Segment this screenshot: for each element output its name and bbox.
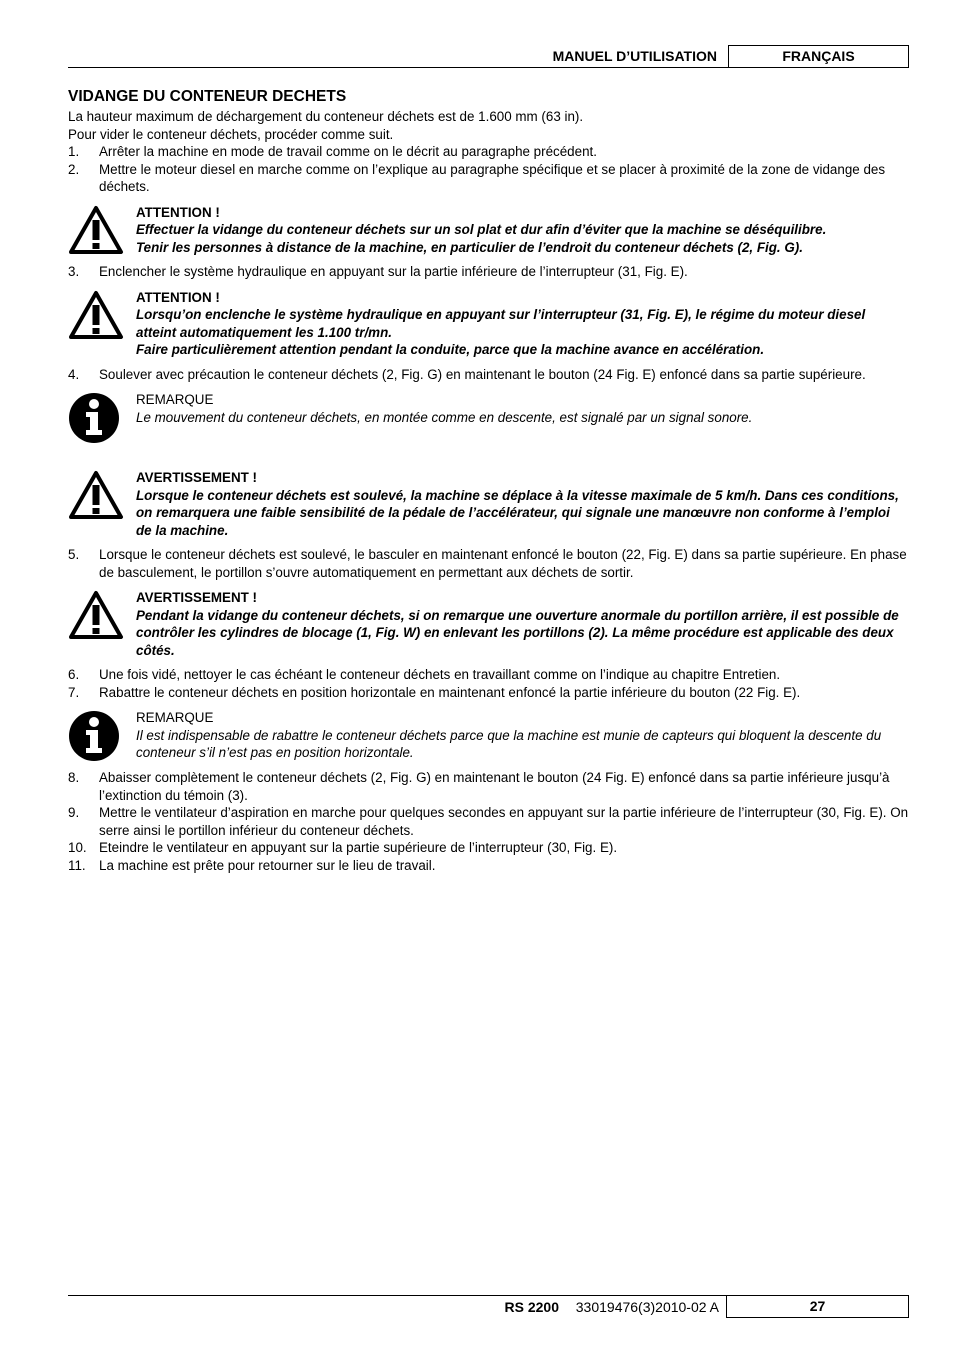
step-number: 7.	[68, 684, 80, 700]
step-2	[68, 161, 909, 196]
page-footer	[68, 1295, 909, 1319]
header-rule	[68, 67, 909, 68]
step-text: Soulever avec précaution le conteneur déchets (2, Fig. G) en maintenant le bouton (24 Fig. E) enfoncé dans sa partie supérieure.	[99, 366, 866, 382]
warning-icon	[68, 289, 136, 359]
info-icon	[68, 391, 136, 444]
attention-note-2	[68, 289, 909, 359]
attention-note-1	[68, 204, 909, 257]
step-number: 9.	[68, 805, 80, 820]
remarque-note-1	[68, 391, 909, 444]
step-number: 2.	[68, 161, 80, 177]
step-8	[68, 769, 909, 804]
note-title: ATTENTION !	[136, 204, 220, 220]
step-text: Rabattre le conteneur déchets en position horizontale en maintenant enfoncé la partie inférieure du bouton (22 Fig. E).	[99, 684, 801, 700]
note-text: Lorsqu’on enclenche le système hydraulique en appuyant sur l’interrupteur (31, Fig. E), le régime du moteur diesel atteint automatiquement les 1.100 tr/mn.	[136, 307, 866, 340]
note-text: Effectuer la vidange du conteneur déchets sur un sol plat et dur afin d’éviter que la machine se déséquilibre.	[136, 222, 827, 237]
step-7	[68, 684, 909, 702]
step-4	[68, 366, 909, 384]
page-content	[68, 88, 909, 874]
warning-icon	[68, 589, 136, 659]
note-title: REMARQUE	[136, 710, 214, 725]
note-text: Pendant la vidange du conteneur déchets, si on remarque une ouverture anormale du portillon arrière, il est possible de contrôler les cylindres de blocage (1, Fig. W) en enlevant les portillons (2). La même procédure est applicable des deux côtés.	[136, 607, 899, 658]
step-number: 5.	[68, 547, 80, 562]
model-label: RS 2200	[504, 1299, 559, 1315]
section-title: VIDANGE DU CONTENEUR DECHETS	[68, 88, 347, 105]
note-title: AVERTISSEMENT !	[136, 590, 258, 605]
info-icon	[68, 709, 136, 762]
step-1	[68, 143, 909, 161]
note-text: Le mouvement du conteneur déchets, en montée comme en descente, est signalé par un signal sonore.	[136, 409, 753, 425]
step-text: La machine est prête pour retourner sur le lieu de travail.	[99, 857, 436, 873]
step-number: 1.	[68, 144, 80, 159]
step-number: 11.	[68, 857, 86, 873]
warning-icon	[68, 469, 136, 539]
step-10	[68, 839, 909, 857]
note-text: Lorsque le conteneur déchets est soulevé, la machine se déplace à la vitesse maximale de 5 km/h. Dans ces conditions, on remarquera une faible sensibilité de la pédale de l’accélérateur, qui signale une manœuvre non conforme à l’emploi de la machine.	[136, 487, 899, 538]
step-number: 8.	[68, 770, 80, 785]
page-number: 27	[726, 1295, 909, 1318]
avertissement-note-2	[68, 589, 909, 659]
intro-line-1: La hauteur maximum de déchargement du conteneur déchets est de 1.600 mm (63 in).	[68, 109, 584, 124]
step-text: Eteindre le ventilateur en appuyant sur la partie supérieure de l’interrupteur (30, Fig. E).	[99, 840, 618, 855]
step-text: Une fois vidé, nettoyer le cas échéant le conteneur déchets en travaillant comme on l’indique au chapitre Entretien.	[99, 667, 781, 682]
step-9	[68, 804, 909, 839]
step-11	[68, 857, 909, 875]
intro-line-2: Pour vider le conteneur déchets, procéder comme suit.	[68, 126, 394, 142]
step-5	[68, 546, 909, 581]
step-text: Mettre le moteur diesel en marche comme on l’explique au paragraphe spécifique et se placer à proximité de la zone de vidange des déchets.	[99, 161, 886, 194]
step-number: 4.	[68, 366, 80, 382]
step-text: Arrêter la machine en mode de travail comme on le décrit au paragraphe précédent.	[99, 144, 597, 159]
avertissement-note-1	[68, 469, 909, 539]
step-text: Abaisser complètement le conteneur déchets (2, Fig. G) en maintenant le bouton (24 Fig. E) enfoncé dans sa partie inférieure jusqu’à l’extinction du témoin (3).	[99, 770, 890, 803]
step-number: 10.	[68, 840, 87, 855]
note-title: ATTENTION !	[136, 289, 220, 305]
step-3	[68, 263, 909, 281]
note-text: Tenir les personnes à distance de la machine, en particulier de l’endroit du conteneur déchets (2, Fig. G).	[136, 239, 803, 255]
note-title: AVERTISSEMENT !	[136, 470, 258, 485]
note-text: Il est indispensable de rabattre le conteneur déchets parce que la machine est munie de capteurs qui bloquent la descente du conteneur s’il n’est pas en position horizontale.	[136, 727, 882, 760]
page-header	[68, 45, 909, 68]
note-title: REMARQUE	[136, 392, 214, 407]
step-text: Lorsque le conteneur déchets est soulevé, le basculer en maintenant enfoncé le bouton (22, Fig. E) dans sa partie supérieure. En phase de basculement, le portillon s’ouvre automatiquement en permettant aux déchets de sortir.	[99, 547, 907, 580]
spacer	[68, 451, 909, 461]
warning-icon	[68, 204, 136, 257]
document-reference: 33019476(3)2010-02 A	[575, 1299, 719, 1315]
step-6	[68, 666, 909, 684]
step-number: 6.	[68, 667, 80, 682]
language-box: FRANÇAIS	[728, 45, 909, 67]
remarque-note-2	[68, 709, 909, 762]
note-text: Faire particulièrement attention pendant la conduite, parce que la machine avance en accélération.	[136, 342, 765, 357]
step-text: Enclencher le système hydraulique en appuyant sur la partie inférieure de l’interrupteur (31, Fig. E).	[99, 264, 688, 279]
manual-title: MANUEL D’UTILISATION	[552, 48, 717, 64]
step-text: Mettre le ventilateur d’aspiration en marche pour quelques secondes en appuyant sur la partie inférieure de l’interrupteur (30, Fig. E). On serre ainsi le portillon inférieur du conteneur déchets.	[99, 805, 909, 838]
step-number: 3.	[68, 264, 80, 279]
